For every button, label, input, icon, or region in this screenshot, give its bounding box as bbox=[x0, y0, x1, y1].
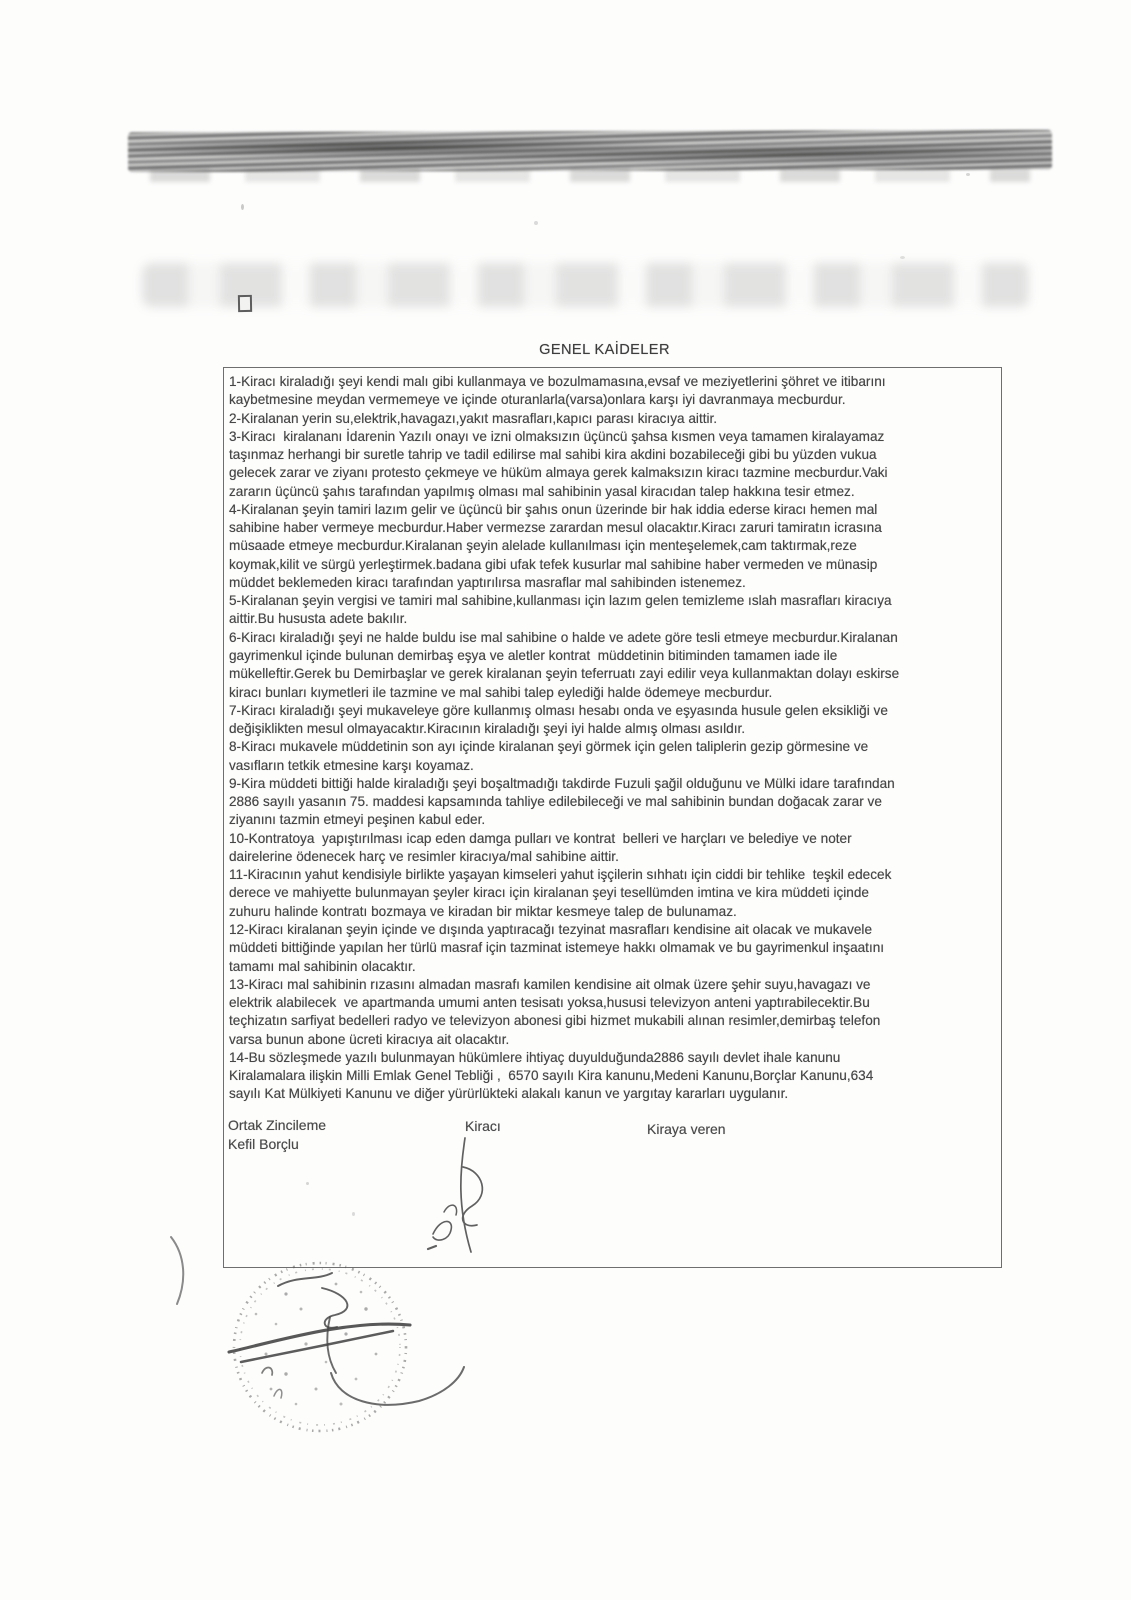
clause-10-line: 10-Kontratoya yapıştırılması icap eden damga pulları ve kontrat belleri ve harçları ve belediye ve noter bbox=[229, 830, 852, 846]
clause-5-line: aittir.Bu hususta adete bakılır. bbox=[229, 611, 408, 627]
clause-14-line: sayılı Kat Mülkiyeti Kanunu ve diğer yürürlükteki alakalı kanun ve yargıtay kararları uygulanır. bbox=[229, 1086, 789, 1102]
clause-4-line: koymak,kilit ve sürgü yerleştirmek.badana gibi ufak tefek kusurlar mal sahibine haber vermeden ve münasip bbox=[229, 556, 878, 572]
clause-3-line: taşınmaz herhangi bir suretle tahrip ve tadil edilirse mal sahibi kira akdini bozabileceği gibi bu yüzden vukua bbox=[229, 447, 877, 463]
clause-6-line: kiracı bunları kıymetleri ile tazmine ve mal sahibi talep eylediği halde ödemeye mecburdur. bbox=[229, 684, 773, 700]
clause-7-line: değişiklikten mesul olmayacaktır.Kiracının kiraladığı şeyi iyi halde almış olması asıldır. bbox=[229, 721, 746, 737]
small-square-checkbox bbox=[238, 295, 252, 312]
ink-speck bbox=[534, 221, 538, 225]
clause-13-line: varsa bunun abone ücreti kiracıya ait olacaktır. bbox=[229, 1031, 510, 1047]
clause-4-line: 4-Kiralanan şeyin tamiri lazım gelir ve üçüncü bir şahıs onun üzerinde bir hak iddia ederse kiracı hemen mal bbox=[229, 501, 878, 517]
clause-3-line: zararın üçüncü şahıs tarafından yapılmış olması mal sahibinin yasal kiracıdan talep hakkına tesir etmez. bbox=[229, 483, 855, 499]
circular-stamp-icon bbox=[226, 1254, 490, 1446]
clause-8-line: vasıfların tetkik etmesine karşı koyamaz. bbox=[229, 757, 474, 773]
clause-14-line: 14-Bu sözleşmede yazılı bulunmayan hükümlere ihtiyaç duyulduğunda2886 sayılı devlet ihale kanunu bbox=[229, 1049, 841, 1065]
clause-12-line: tamamı mal sahibinin olacaktır. bbox=[229, 958, 416, 974]
clause-12-line: 12-Kiracı kiralanan şeyin içinde ve dışında yaptıracağı tezyinat masrafları kendisine ait olacak ve mukavele bbox=[229, 921, 873, 937]
clause-4-line: müsaade etmeye mecburdur.Kiralanan şeyin alelade kullanılması için menteşelemek,cam taktırmak,reze bbox=[229, 538, 857, 554]
label-kefil-borclu: Kefil Borçlu bbox=[228, 1136, 299, 1152]
page-title: GENEL KAİDELER bbox=[539, 342, 670, 358]
clause-4-line: müddet beklemeden kiracı tarafından yaptırılırsa masraflar mal sahibinden istenemez. bbox=[229, 574, 746, 590]
scanner-smudge-band bbox=[128, 130, 1052, 172]
clause-6-line: mükelleftir.Gerek bu Demirbaşlar ve gerek kiralanan şeyin teferruatı zayi edilir veya kullanmaktan dolayı eskirse bbox=[229, 666, 900, 682]
clause-9-line: 2886 sayılı yasanın 75. maddesi kapsamında tahliye edilebileceği ve mal sahibinin bundan doğacak zarar ve bbox=[229, 794, 882, 810]
ink-speck bbox=[900, 256, 905, 259]
label-kiraya-veren: Kiraya veren bbox=[647, 1121, 726, 1137]
clause-1-line: 1-Kiracı kiraladığı şeyi kendi malı gibi kullanmaya ve bozulmamasına,evsaf ve meziyetlerini şöhret ve itibarını bbox=[229, 374, 886, 389]
label-kiraci: Kiracı bbox=[465, 1118, 501, 1134]
faded-ghost-text-band bbox=[142, 263, 1030, 307]
clause-10-line: dairelerine ödenecek harç ve resimler kiracıya/mal sahibine aittir. bbox=[229, 848, 619, 864]
scanner-smudge-tail bbox=[150, 168, 1030, 182]
clause-14-line: Kiralamalara ilişkin Milli Emlak Genel Tebliği , 6570 sayılı Kira kanunu,Medeni Kanunu,Borçlar Kanunu,634 bbox=[229, 1068, 874, 1084]
tenant-signature-icon bbox=[423, 1133, 515, 1259]
clause-3-line: 3-Kiracı kiralananı İdarenin Yazılı onayı ve izni olmaksızın üçüncü şahsa kısmen veya tamamen kiralayamaz bbox=[229, 428, 885, 444]
clause-4-line: sahibine haber vermeye mecburdur.Haber vermezse zarardan mesul olacaktır.Kiracı zaruri tamiratın icrasına bbox=[229, 520, 882, 536]
clause-11-line: zuhuru halinde kontratı bozmaya ve kiradan bir miktar kesmeye talep de bulunamaz. bbox=[229, 903, 737, 919]
clause-6-line: 6-Kiracı kiraladığı şeyi ne halde buldu ise mal sahibine o halde ve adete göre tesli etmeye mecburdur.Kiralanan bbox=[229, 629, 898, 645]
label-ortak-zincileme: Ortak Zincileme bbox=[228, 1117, 327, 1133]
margin-pen-curve-icon bbox=[164, 1233, 200, 1311]
clause-11-line: 11-Kiracının yahut kendisiyle birlikte yaşayan kimseleri yahut işçilerin sıhhatı için ciddi bir tehlike teşkil edecek bbox=[229, 867, 892, 883]
general-rules-box bbox=[223, 367, 1002, 1268]
clause-5-line: 5-Kiralanan şeyin vergisi ve tamiri mal sahibine,kullanması için lazım gelen temizleme ıslah masrafları kiracıya bbox=[229, 593, 892, 609]
clauses-container bbox=[224, 368, 1001, 1104]
clause-13-line: elektrik alabilecek ve apartmanda umumi anten tesisatı yoksa,hususi televizyon anteni yaptırabilecektir.Bu bbox=[229, 995, 870, 1011]
ink-speck bbox=[966, 173, 970, 176]
clause-9-line: 9-Kira müddeti bittiği halde kiraladığı şeyi boşaltmadığı takdirde Fuzuli şağil olduğunu ve Mülki idare tarafından bbox=[229, 775, 895, 791]
ink-speck bbox=[241, 204, 244, 210]
clause-13-line: teçhizatın sarfiyat bedelleri radyo ve televizyon abonesi gibi hizmet mukabili alınan resimler,demirbaş telefon bbox=[229, 1013, 881, 1029]
clause-12-line: müddeti bittiğinde yapılan her türlü masraf için tazminat istemeye hakkı olmamak ve bu gayrimenkul inşaatını bbox=[229, 940, 885, 956]
clause-3-line: gelecek zarar ve ziyanı protesto çekmeye ve hüküm almaya gerek kalmaksızın kiracı tazmine mecburdur.Vaki bbox=[229, 465, 888, 481]
clause-8-line: 8-Kiracı mukavele müddetinin son ayı içinde kiralanan şeyi görmek için gelen taliplerin gezip görmesine ve bbox=[229, 739, 869, 755]
clause-6-line: gayrimenkul içinde bulunan demirbaş eşya ve aletler kontrat müddetinin bitiminden tamamen iade ile bbox=[229, 647, 838, 663]
clause-9-line: ziyanını tazmin etmeyi peşinen kabul eder. bbox=[229, 812, 486, 828]
clause-11-line: derece ve mahiyette bulunmayan şeyler kiracı için kiralanan şeyi tesellümden imtina ve kira müddeti içinde bbox=[229, 885, 869, 901]
clause-1-line: kaybetmesine meydan vermemeye ve içinde oturanlarla(varsa)onlara karşı iyi davranmaya mecburdur. bbox=[229, 392, 846, 408]
clause-7-line: 7-Kiracı kiraladığı şeyi mukaveleye göre kullanmış olması hesabı onda ve eşyasında husule gelen eksikliği ve bbox=[229, 702, 888, 718]
clause-2-line: 2-Kiralanan yerin su,elektrik,havagazı,yakıt masrafları,kapıcı parası kiracıya aittir. bbox=[229, 410, 718, 426]
clause-13-line: 13-Kiracı mal sahibinin rızasını almadan masrafı kamilen kendisine ait olmak üzere şehir suyu,havagazı ve bbox=[229, 976, 871, 992]
